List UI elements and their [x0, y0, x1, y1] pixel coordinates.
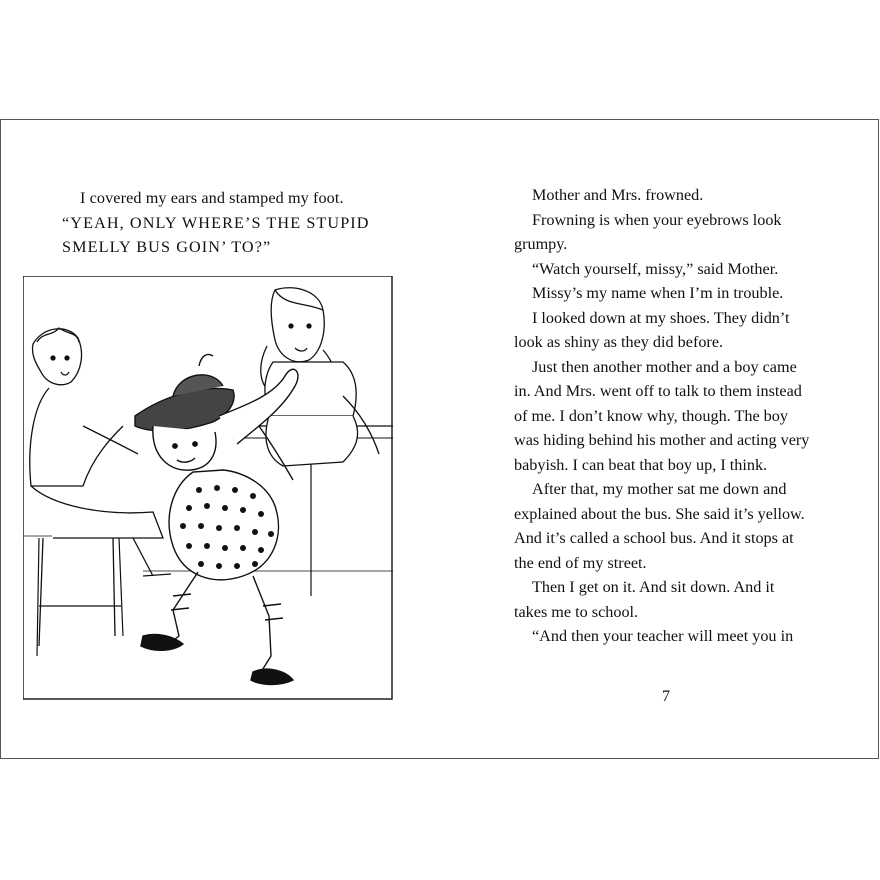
text-line: explained about the bus. She said it’s yellow. [514, 504, 805, 523]
text-line: in. And Mrs. went off to talk to them instead [514, 382, 802, 400]
text-line: Mother and Mrs. frowned. [532, 186, 704, 204]
text-line: look as shiny as they did before. [514, 333, 724, 351]
text-line: Then I get on it. And sit down. And it [532, 578, 775, 596]
text-line: was hiding behind his mother and acting very [514, 431, 810, 449]
text-line: babyish. I can beat that boy up, I think. [514, 455, 768, 474]
text-line: Just then another mother and a boy came [532, 357, 797, 376]
text-line: “Watch yourself, missy,” said Mother. [532, 259, 779, 278]
text-line: After that, my mother sat me down and [532, 480, 787, 498]
text-line: of me. I don’t know why, though. The boy [514, 406, 788, 425]
text-line: I looked down at my shoes. They didn’t [532, 308, 790, 327]
text-line: the end of my street. [514, 553, 647, 572]
text-line: “YEAH, ONLY WHERE’S THE STUPID [62, 213, 370, 232]
text-line: takes me to school. [514, 602, 639, 621]
right-page-text [514, 183, 836, 649]
text-line: I covered my ears and stamped my foot. [80, 189, 344, 207]
left-page-text [62, 186, 382, 260]
text-line: Missy’s my name when I’m in trouble. [532, 284, 784, 302]
text-line: grumpy. [514, 235, 568, 253]
page-number: 7 [662, 688, 670, 705]
illustration [23, 276, 393, 700]
text-line: SMELLY BUS GOIN’ TO?” [62, 238, 272, 256]
text-line: “And then your teacher will meet you in [532, 627, 794, 645]
text-line: And it’s called a school bus. And it stops at [514, 529, 794, 547]
text-line: Frowning is when your eyebrows look [532, 210, 782, 229]
